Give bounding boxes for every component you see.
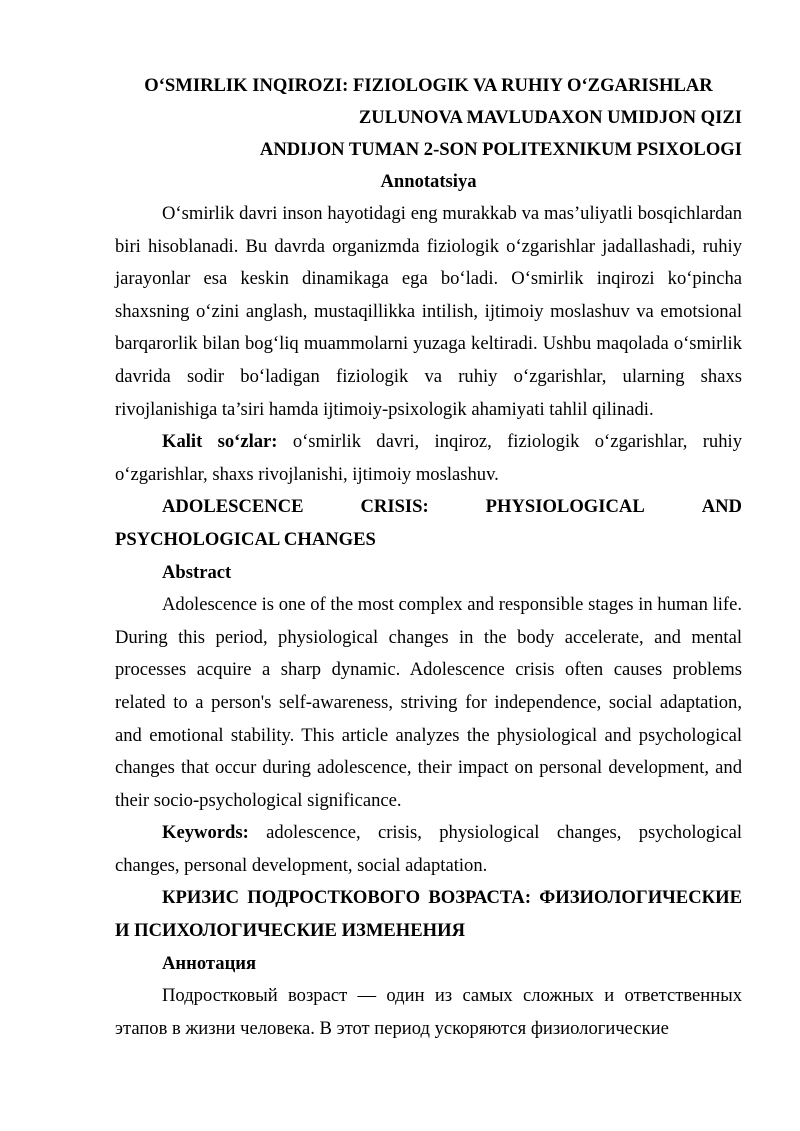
- uz-abstract-text: O‘smirlik davri inson hayotidagi eng murakkab va mas’uliyatli bosqichlardan biri hisoblanadi. Bu davrda organizmda fiziologik o‘zgarishlar jadallashadi, ruhiy jarayonlar esa keskin dinamikaga ega bo‘ladi. O‘smirlik inqirozi ko‘pincha shaxsning o‘zini anglash, mustaqillikka intilish, ijtimoiy moslashuv va emotsional barqarorlik bilan bog‘liq muammolarni yuzaga keltiradi. Ushbu maqolada o‘smirlik davrida sodir bo‘ladigan fiziologik va ruhiy o‘zgarishlar, ularning shaxs rivojlanishiga ta’siri hamda ijtimoiy-psixologik ahamiyati tahlil qilinadi.: [115, 203, 742, 420]
- uz-keywords: [115, 426, 742, 491]
- ru-abstract-text: Подростковый возраст — один из самых сложных и ответственных этапов в жизни человека. В этот период ускоряются физиологические: [115, 985, 742, 1039]
- author-affiliation: ANDIJON TUMAN 2-SON POLITEXNIKUM PSIXOLOGI: [259, 139, 742, 160]
- ru-abstract-heading: Аннотация: [162, 952, 257, 974]
- en-keywords-list: adolescence, crisis, physiological changes, psychological changes, personal development, social adaptation.: [115, 822, 742, 876]
- uz-keywords-list: o‘smirlik davri, inqiroz, fiziologik o‘zgarishlar, ruhiy o‘zgarishlar, shaxs rivojlanishi, ijtimoiy moslashuv.: [115, 431, 742, 485]
- en-title: [115, 491, 742, 556]
- en-abstract-heading: Abstract: [162, 561, 232, 583]
- en-keywords: [115, 817, 742, 882]
- en-keywords-label: Keywords:: [162, 822, 249, 844]
- paper-title: O‘SMIRLIK INQIROZI: FIZIOLOGIK VA RUHIY O‘ZGARISHLAR: [144, 75, 713, 96]
- en-title-word-2: CRISIS:: [360, 496, 429, 518]
- en-title-word-4: AND: [701, 496, 742, 518]
- en-abstract-text: Adolescence is one of the most complex and responsible stages in human life. During this period, physiological changes in the body accelerate, and mental processes acquire a sharp dynamic. Adolescence crisis often causes problems related to a person's self-awareness, striving for independence, social adaptation, and emotional stability. This article analyzes the physiological and psychological changes that occur during adolescence, their impact on personal development, and their socio-psychological significance.: [115, 594, 742, 811]
- ru-title: КРИЗИС ПОДРОСТКОВОГО ВОЗРАСТА: ФИЗИОЛОГИЧЕСКИЕ И ПСИХОЛОГИЧЕСКИЕ ИЗМЕНЕНИЯ: [115, 887, 742, 942]
- uz-abstract-heading: Annotatsiya: [380, 171, 477, 192]
- paper-content: [115, 70, 742, 1045]
- uz-keywords-label: Kalit so‘zlar:: [162, 431, 278, 453]
- en-title-word-1: ADOLESCENCE: [162, 496, 304, 518]
- en-title-line-2: PSYCHOLOGICAL CHANGES: [115, 528, 376, 550]
- en-title-word-3: PHYSIOLOGICAL: [485, 496, 645, 518]
- author-name: ZULUNOVA MAVLUDAXON UMIDJON QIZI: [358, 107, 742, 128]
